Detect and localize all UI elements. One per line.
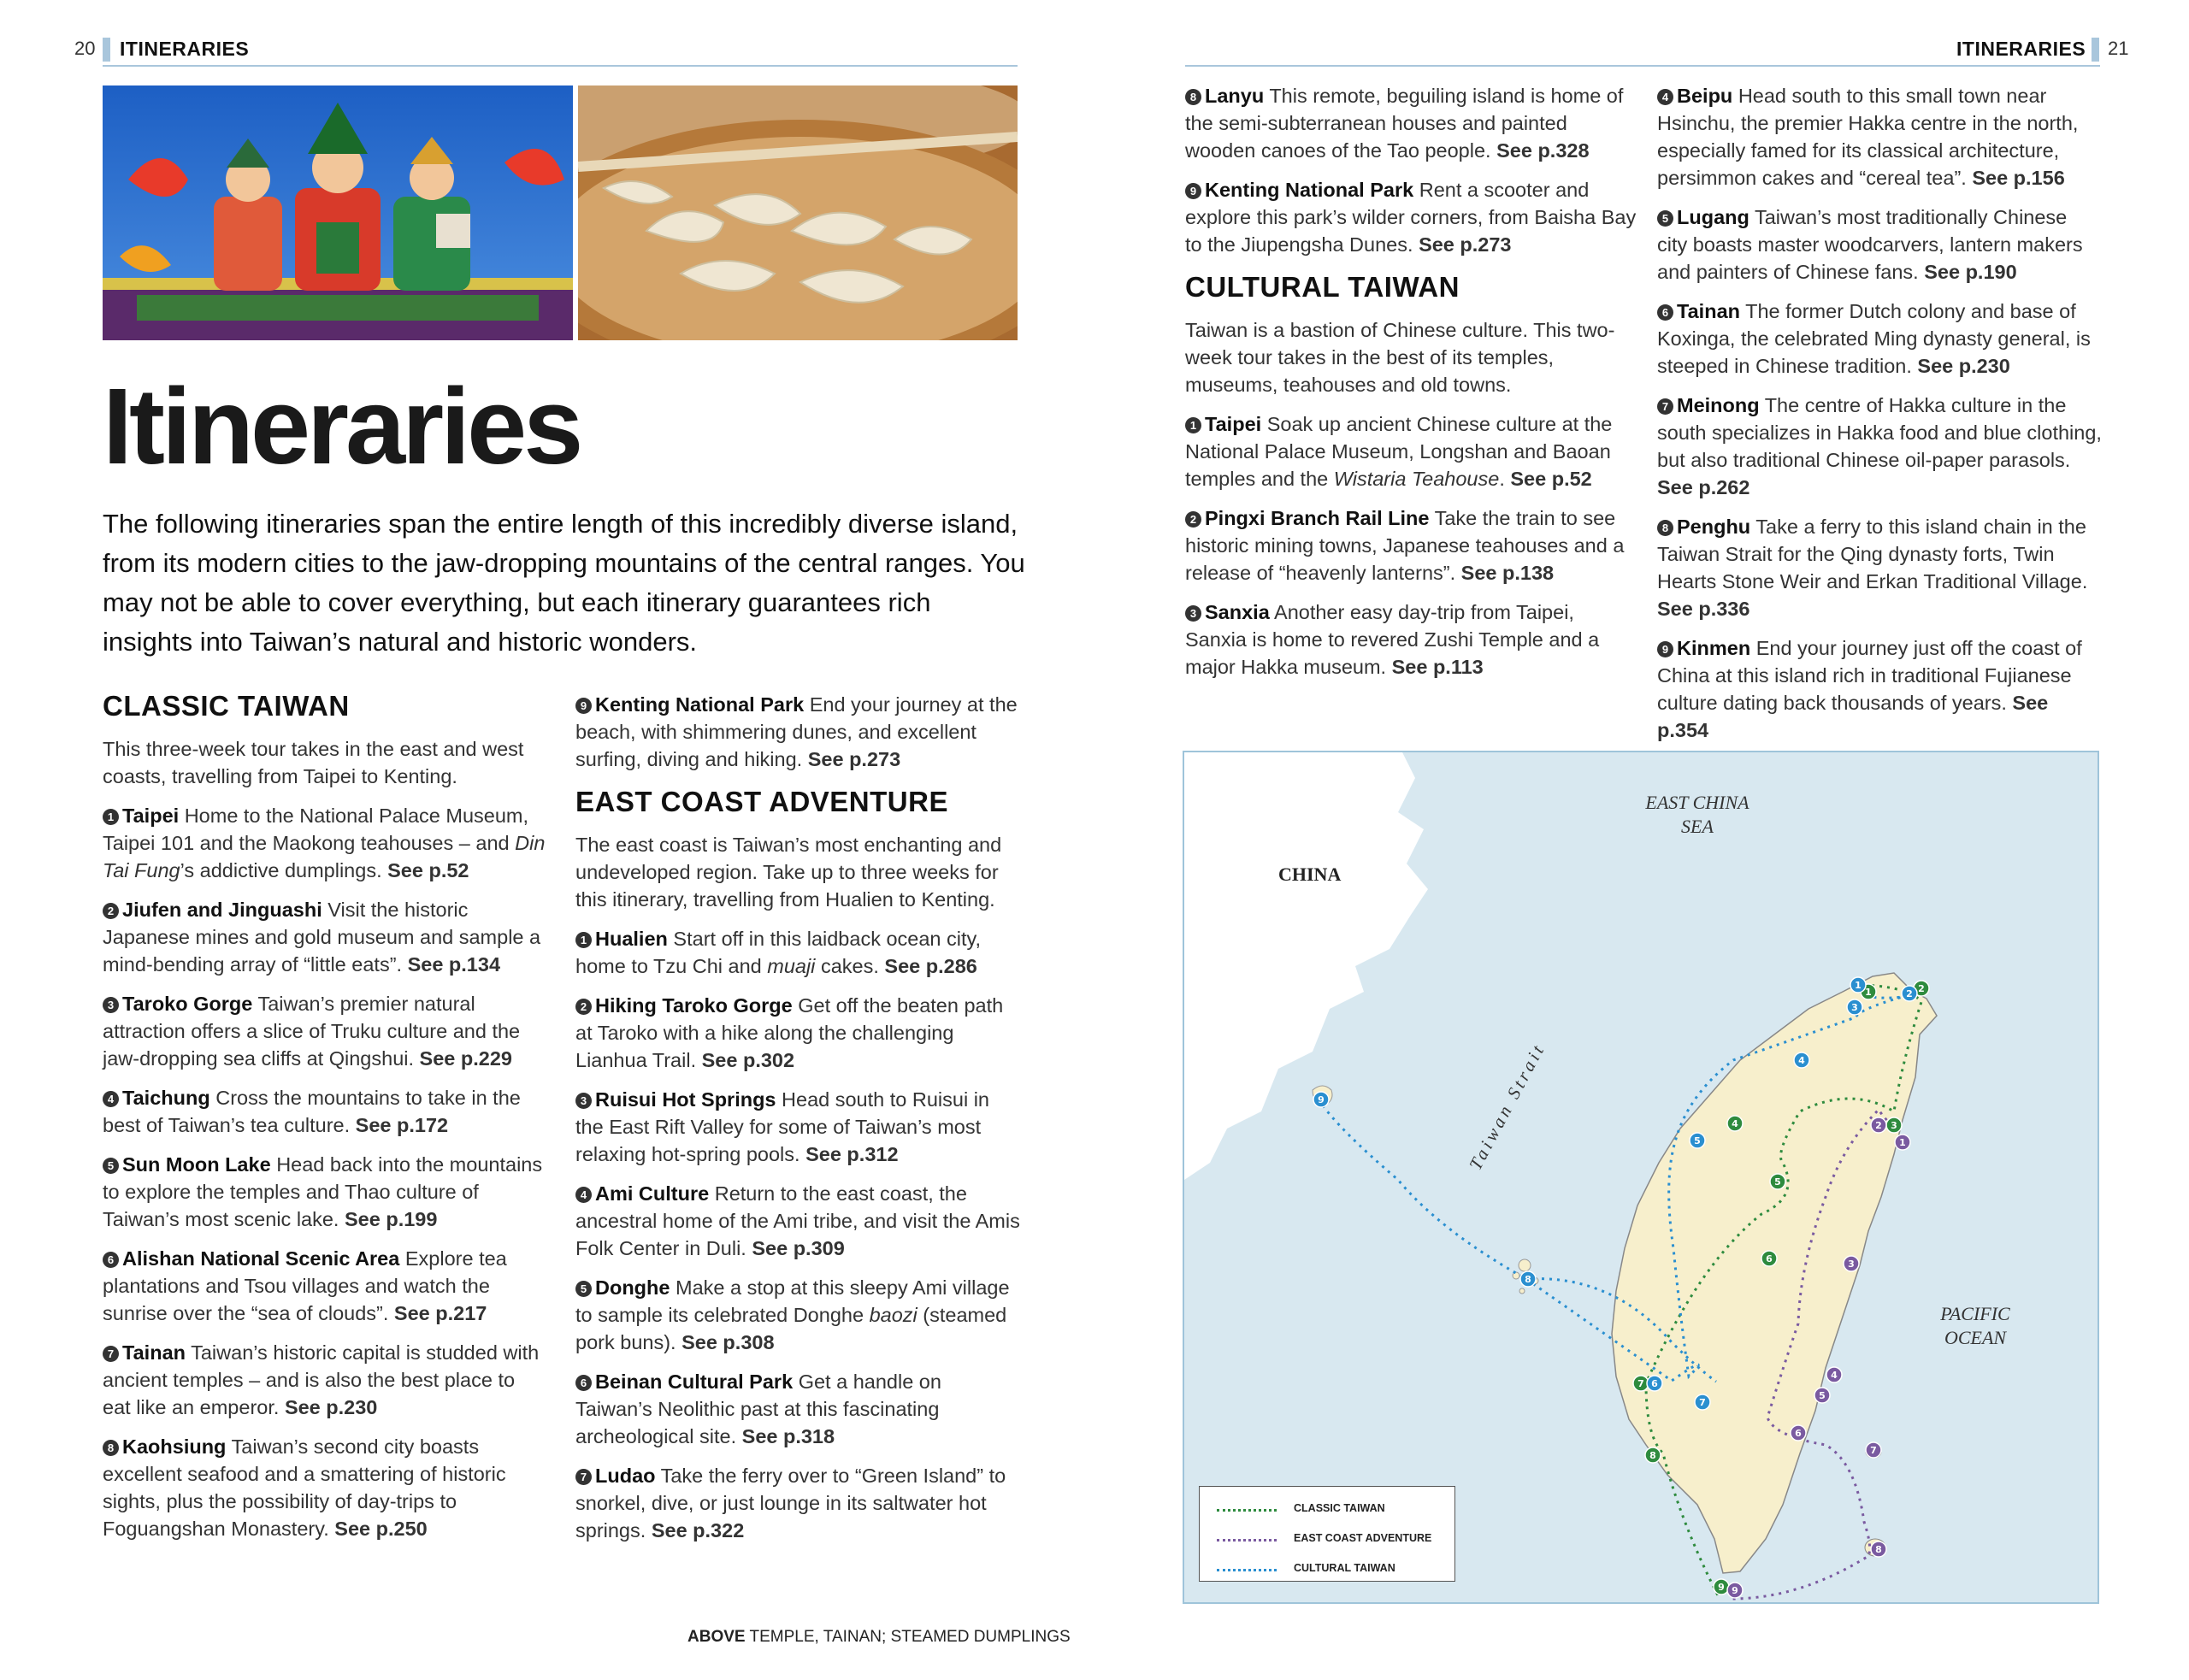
legend-cultural: CULTURAL TAIWAN: [1294, 1562, 1395, 1574]
east-marker-7: [1866, 1442, 1881, 1458]
list-item: 5 Lugang Taiwan’s most traditionally Chinese city boasts master woodcarvers, lantern makers and painters of Chinese fans. See p.190: [1657, 206, 2083, 283]
legend-east: EAST COAST ADVENTURE: [1294, 1532, 1432, 1544]
cultural-heading: CULTURAL TAIWAN: [1185, 271, 1460, 303]
classic-marker-5: [1770, 1174, 1785, 1189]
svg-text:7: 7: [1637, 1378, 1644, 1389]
header-rule-right: [1185, 65, 2100, 67]
list-item: 8 Penghu Take a ferry to this island chain in the Taiwan Strait for the Qing dynasty forts, Twin Hearts Stone Weir and Erkan Traditional Village. See p.336: [1657, 516, 2088, 620]
header-rule-left: [103, 65, 1018, 67]
list-item: 2 Jiufen and Jinguashi Visit the historic Japanese mines and gold museum and sample a mind-bending array of “little eats”. See p.134: [103, 899, 541, 976]
list-item: 7 Ludao Take the ferry over to “Green Island” to snorkel, dive, or just lounge in its saltwater hot springs. See p.322: [575, 1465, 1006, 1541]
itinerary-map: [1183, 751, 2099, 1604]
classic-marker-6: [1761, 1251, 1777, 1266]
svg-text:3: 3: [1848, 1259, 1855, 1270]
svg-text:1: 1: [1899, 1137, 1906, 1148]
svg-text:4: 4: [1732, 1118, 1738, 1129]
svg-text:3: 3: [1891, 1120, 1897, 1131]
list-item: 8 Lanyu This remote, beguiling island is home of the semi-subterranean houses and painted wooden canoes of the Tao people. See p.328: [1185, 85, 1624, 162]
dumplings-photo: [578, 85, 1018, 340]
label-pacific-1: PACIFIC: [1940, 1303, 2010, 1324]
svg-text:6: 6: [1766, 1253, 1773, 1264]
left-header-title: ITINERARIES: [120, 38, 250, 60]
svg-text:2: 2: [1906, 988, 1913, 999]
list-item: 7 Meinong The centre of Hakka culture in the south specializes in Hakka food and blue clothing, but also traditional Chinese oil-paper parasols. See p.262: [1657, 394, 2102, 498]
label-pacific-2: OCEAN: [1944, 1327, 2007, 1348]
list-item: 4 Taichung Cross the mountains to take in the best of Taiwan’s tea culture. See p.172: [103, 1087, 521, 1136]
svg-text:4: 4: [1798, 1055, 1805, 1066]
china-landmass: [1184, 752, 1428, 1180]
list-item: 1 Taipei Home to the National Palace Museum, Taipei 101 and the Maokong teahouses – and Din Tai Fung’s addictive dumplings. See p.52: [103, 805, 546, 881]
legend-swatch-cultural: [1217, 1569, 1277, 1571]
svg-text:2: 2: [1875, 1120, 1882, 1131]
list-item: 4 Ami Culture Return to the east coast, the ancestral home of the Ami tribe, and visit the Amis Folk Center in Duli. See p.309: [575, 1182, 1020, 1259]
cultural-marker-8: [1520, 1271, 1536, 1287]
classic-taiwan-column: [103, 689, 547, 1554]
classic-marker-3: [1886, 1117, 1902, 1133]
svg-text:3: 3: [1851, 1002, 1858, 1013]
cultural-column-1: [1185, 82, 1638, 693]
label-east-china-sea-1: EAST CHINA: [1645, 792, 1749, 813]
page-title: Itineraries: [103, 366, 581, 486]
list-item: 6 Alishan National Scenic Area Explore tea plantations and Tsou villages and watch the sunrise over the “sea of clouds”. See p.217: [103, 1247, 507, 1324]
list-item: 1 Hualien Start off in this laidback ocean city, home to Tzu Chi and muaji cakes. See p.286: [575, 928, 982, 977]
list-item: 9 Kenting National Park End your journey at the beach, with shimmering dunes, and excellent surfing, diving and hiking. See p.273: [575, 693, 1018, 770]
cultural-marker-1: [1850, 977, 1866, 993]
svg-text:7: 7: [1699, 1397, 1706, 1408]
label-taiwan-strait: Taiwan Strait: [1465, 1039, 1549, 1174]
map-legend: [1199, 1486, 1455, 1582]
legend-classic: CLASSIC TAIWAN: [1294, 1502, 1385, 1514]
right-header-title: ITINERARIES: [1956, 38, 2086, 60]
header-bar-left: [103, 38, 110, 62]
list-item: 3 Taroko Gorge Taiwan’s premier natural attraction offers a slice of Truku culture and the jaw-dropping sea cliffs at Qingshui. See p.229: [103, 993, 521, 1070]
cultural-marker-2: [1902, 986, 1917, 1001]
list-item: 9 Kinmen End your journey just off the coast of China at this island rich in traditional Fujianese culture dating back thousands of years. See p.354: [1657, 637, 2082, 741]
east-marker-4: [1826, 1367, 1842, 1382]
svg-text:9: 9: [1318, 1094, 1325, 1105]
svg-text:4: 4: [1831, 1370, 1838, 1381]
list-item: 2 Hiking Taroko Gorge Get off the beaten path at Taroko with a hike along the challenging Lianhua Trail. See p.302: [575, 994, 1004, 1071]
cultural-marker-6: [1647, 1376, 1662, 1391]
list-item: 8 Kaohsiung Taiwan’s second city boasts excellent seafood and a smattering of historic sights, plus the possibility of day-trips to Foguangshan Monastery. See p.250: [103, 1435, 506, 1540]
list-item: 1 Taipei Soak up ancient Chinese culture at the National Palace Museum, Longshan and Baoan temples and the Wistaria Teahouse. See p.52: [1185, 413, 1613, 490]
cultural-marker-5: [1690, 1133, 1705, 1148]
legend-swatch-classic: [1217, 1509, 1277, 1512]
classic-heading: CLASSIC TAIWAN: [103, 690, 350, 722]
east-heading: EAST COAST ADVENTURE: [575, 786, 948, 817]
left-page-number: 20: [74, 38, 96, 59]
label-east-china-sea-2: SEA: [1681, 816, 1714, 837]
east-marker-3: [1844, 1256, 1859, 1271]
svg-text:5: 5: [1819, 1390, 1826, 1401]
list-item: 3 Ruisui Hot Springs Head south to Ruisui in the East Rift Valley for some of Taiwan’s most relaxing hot-spring pools. See p.312: [575, 1088, 990, 1165]
east-coast-column: [575, 691, 1020, 1556]
svg-text:9: 9: [1718, 1582, 1725, 1593]
label-china: CHINA: [1278, 864, 1342, 885]
svg-text:9: 9: [1732, 1585, 1738, 1596]
east-marker-8: [1871, 1541, 1886, 1557]
classic-intro: This three-week tour takes in the east and west coasts, travelling from Taipei to Kenting.: [103, 738, 524, 787]
svg-text:2: 2: [1918, 983, 1925, 994]
map-svg: [1184, 752, 2098, 1602]
cultural-column-2: [1657, 82, 2102, 756]
list-item: 2 Pingxi Branch Rail Line Take the train to see historic mining towns, Japanese teahouses and a release of “heavenly lanterns”. See p.138: [1185, 507, 1625, 584]
classic-marker-4: [1727, 1116, 1743, 1131]
east-marker-6: [1791, 1425, 1806, 1441]
svg-text:1: 1: [1865, 987, 1872, 998]
temple-photo: [103, 85, 573, 340]
svg-text:8: 8: [1525, 1274, 1531, 1285]
classic-marker-8: [1645, 1447, 1661, 1463]
list-item: 6 Tainan The former Dutch colony and base of Koxinga, the celebrated Ming dynasty general, is steeped in Chinese tradition. See p.230: [1657, 300, 2091, 377]
list-item: 4 Beipu Head south to this small town near Hsinchu, the premier Hakka centre in the north, especially famed for its classical architecture, persimmon cakes and “cereal tea”. See p.156: [1657, 85, 2079, 189]
photo-caption: ABOVE TEMPLE, TAINAN; STEAMED DUMPLINGS: [687, 1628, 1071, 1646]
cultural-marker-4: [1794, 1052, 1809, 1068]
east-marker-2: [1871, 1117, 1886, 1133]
svg-text:5: 5: [1774, 1176, 1781, 1188]
svg-text:6: 6: [1795, 1428, 1802, 1439]
svg-text:8: 8: [1875, 1544, 1882, 1555]
svg-text:1: 1: [1855, 980, 1862, 991]
cultural-intro: Taiwan is a bastion of Chinese culture. This two-week tour takes in the best of its temples, museums, teahouses and old towns.: [1185, 319, 1615, 396]
right-page-number: 21: [2108, 38, 2129, 59]
cultural-marker-3: [1847, 999, 1862, 1015]
list-item: 7 Tainan Taiwan’s historic capital is studded with ancient temples – and is also the best place to eat like an emperor. See p.230: [103, 1341, 540, 1418]
list-item: 6 Beinan Cultural Park Get a handle on Taiwan’s Neolithic past at this fascinating archeological site. See p.318: [575, 1371, 941, 1447]
svg-text:7: 7: [1870, 1445, 1877, 1456]
list-item: 3 Sanxia Another easy day-trip from Taipei, Sanxia is home to revered Zushi Temple and a major Hakka museum. See p.113: [1185, 601, 1600, 678]
legend-swatch-east: [1217, 1539, 1277, 1541]
east-marker-1: [1895, 1135, 1910, 1150]
east-marker-9: [1727, 1583, 1743, 1598]
east-intro: The east coast is Taiwan’s most enchanting and undeveloped region. Take up to three weeks for this itinerary, travelling from Hualien to Kenting.: [575, 834, 1002, 911]
classic-marker-9: [1714, 1579, 1729, 1595]
cultural-marker-9: [1313, 1092, 1329, 1107]
east-marker-5: [1814, 1388, 1830, 1403]
svg-text:8: 8: [1649, 1450, 1656, 1461]
taiwan-island: [1612, 973, 1937, 1573]
svg-text:6: 6: [1651, 1378, 1658, 1389]
cultural-marker-7: [1695, 1394, 1710, 1410]
svg-text:5: 5: [1694, 1135, 1701, 1147]
list-item: 5 Sun Moon Lake Head back into the mountains to explore the temples and Thao culture of Taiwan’s most scenic lake. See p.199: [103, 1153, 543, 1230]
intro-paragraph: The following itineraries span the entire length of this incredibly diverse island, from its modern cities to the jaw-dropping mountains of the central ranges. You may not be able to cover everything, but each itinerary guarantees rich insights into Taiwan’s natural and historic wonders.: [103, 509, 1025, 657]
list-item: 5 Donghe Make a stop at this sleepy Ami village to sample its celebrated Donghe baozi (steamed pork buns). See p.308: [575, 1276, 1010, 1353]
header-bar-right: [2092, 38, 2099, 62]
list-item: 9 Kenting National Park Rent a scooter and explore this park’s wilder corners, from Baisha Bay to the Jiupengsha Dunes. See p.273: [1185, 179, 1637, 256]
